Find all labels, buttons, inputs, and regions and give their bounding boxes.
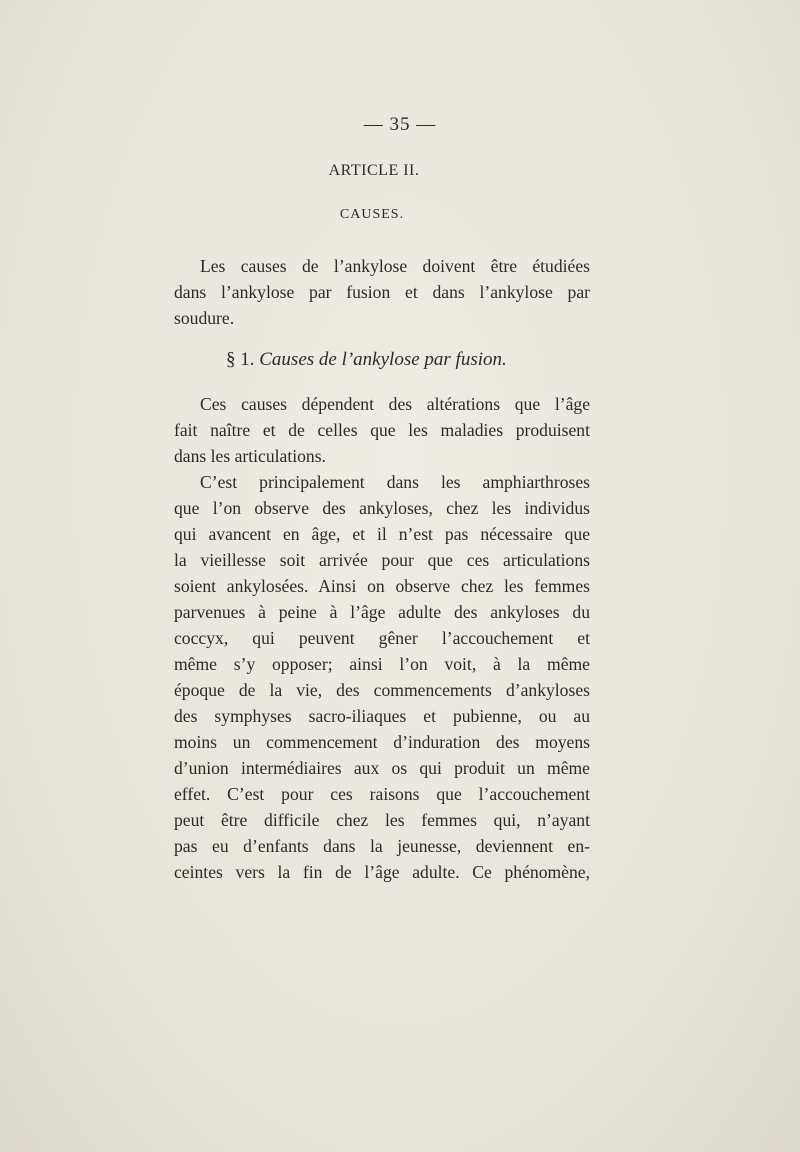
section-subheading: CAUSES. xyxy=(339,207,405,222)
intro-paragraph xyxy=(174,253,590,331)
text-line: même s’y opposer; ainsi l’on voit, à la même xyxy=(174,654,590,674)
section-title: Causes de l’ankylose par fusion. xyxy=(259,349,507,370)
article-heading: ARTICLE II. xyxy=(328,162,420,179)
text-line: qui avancent en âge, et il n’est pas nécessaire que xyxy=(174,524,590,544)
body-text xyxy=(174,391,590,885)
text-line: des symphyses sacro-iliaques et pubienne, ou au xyxy=(174,706,590,726)
text-line: soient ankylosées. Ainsi on observe chez les femmes xyxy=(174,576,590,596)
text-line: parvenues à peine à l’âge adulte des ankyloses du xyxy=(174,602,590,622)
text-line: Ces causes dépendent des altérations que l’âge xyxy=(200,394,590,414)
text-line: époque de la vie, des commencements d’ankyloses xyxy=(174,680,590,700)
section-number: § 1. xyxy=(226,349,255,370)
page-number: — 35 — xyxy=(363,114,437,135)
text-line: pas eu d’enfants dans la jeunesse, deviennent en- xyxy=(174,836,590,856)
text-line: fait naître et de celles que les maladies produisent xyxy=(174,420,590,440)
text-line: soudure. xyxy=(174,308,235,328)
text-line: la vieillesse soit arrivée pour que ces articulations xyxy=(174,550,590,570)
text-line: dans les articulations. xyxy=(174,446,326,466)
text-line: moins un commencement d’induration des moyens xyxy=(174,732,590,752)
text-line: coccyx, qui peuvent gêner l’accouchement et xyxy=(174,628,590,648)
text-line: ceintes vers la fin de l’âge adulte. Ce phénomène, xyxy=(174,862,590,882)
text-line: dans l’ankylose par fusion et dans l’ankylose par xyxy=(174,282,590,302)
text-line: effet. C’est pour ces raisons que l’accouchement xyxy=(174,784,590,804)
section-heading xyxy=(226,349,507,371)
text-line: que l’on observe des ankyloses, chez les individus xyxy=(174,498,590,518)
text-line: Les causes de l’ankylose doivent être étudiées xyxy=(200,256,590,276)
text-line: peut être difficile chez les femmes qui, n’ayant xyxy=(174,810,590,830)
text-line: d’union intermédiaires aux os qui produit un même xyxy=(174,758,590,778)
text-line: C’est principalement dans les amphiarthroses xyxy=(200,472,590,492)
